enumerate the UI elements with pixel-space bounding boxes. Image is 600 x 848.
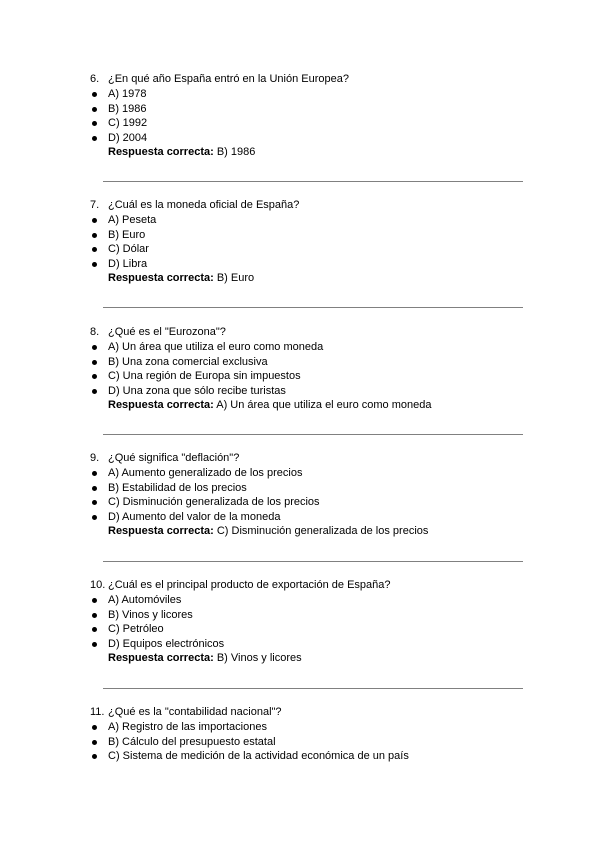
options-list <box>90 213 530 271</box>
bullet-icon <box>92 486 97 491</box>
separator-line <box>103 434 523 435</box>
option-text: A) Peseta <box>108 214 157 226</box>
option-text: D) 2004 <box>108 131 148 144</box>
bullet-icon <box>92 345 97 350</box>
answer-label: Respuesta correcta: <box>108 272 214 285</box>
option-text: B) Una zona comercial exclusiva <box>108 355 268 368</box>
bullet-icon <box>92 121 97 126</box>
option-text: A) Aumento generalizado de los precios <box>108 467 303 479</box>
question-text: ¿Cuál es el principal producto de exportación de España? <box>108 579 391 591</box>
question-title <box>90 578 530 593</box>
option-item <box>90 355 530 370</box>
bullet-icon <box>92 740 97 745</box>
option-item <box>90 637 530 652</box>
option-text: B) Euro <box>108 228 146 241</box>
bullet-icon <box>92 136 97 141</box>
question-title <box>90 72 530 87</box>
option-text: C) 1992 <box>108 117 148 130</box>
option-item <box>90 213 530 228</box>
question-text: ¿Cuál es la moneda oficial de España? <box>108 199 300 211</box>
option-item <box>90 481 530 496</box>
separator-line <box>103 561 523 562</box>
answer-value: B) Vinos y licores <box>216 652 302 665</box>
option-item <box>90 116 530 131</box>
option-item <box>90 87 530 102</box>
bullet-icon <box>92 218 97 223</box>
answer-value: B) 1986 <box>216 146 256 159</box>
answer-value: C) Disminución generalizada de los precios <box>216 525 429 538</box>
bullet-icon <box>92 642 97 647</box>
question-title <box>90 451 530 466</box>
question-6 <box>90 72 530 160</box>
bullet-icon <box>92 360 97 365</box>
options-list <box>90 593 530 651</box>
question-9 <box>90 451 530 539</box>
option-item <box>90 102 530 117</box>
bullet-icon <box>92 613 97 618</box>
bullet-icon <box>92 515 97 520</box>
option-text: B) Estabilidad de los precios <box>108 481 247 494</box>
option-text: C) Petróleo <box>108 623 164 636</box>
option-text: C) Sistema de medición de la actividad económica de un país <box>108 750 409 763</box>
option-text: D) Libra <box>108 257 148 270</box>
correct-answer <box>90 145 530 160</box>
question-number: 11. <box>90 706 105 718</box>
option-item <box>90 749 530 764</box>
correct-answer <box>90 398 530 413</box>
bullet-icon <box>92 627 97 632</box>
option-item <box>90 720 530 735</box>
option-text: D) Una zona que sólo recibe turistas <box>108 384 286 397</box>
option-item <box>90 608 530 623</box>
bullet-icon <box>92 389 97 394</box>
option-text: D) Aumento del valor de la moneda <box>108 510 281 523</box>
bullet-icon <box>92 500 97 505</box>
question-number: 7. <box>90 199 100 211</box>
answer-label: Respuesta correcta: <box>108 399 214 412</box>
option-text: A) Registro de las importaciones <box>108 721 267 733</box>
option-item <box>90 257 530 272</box>
option-item <box>90 340 530 355</box>
bullet-icon <box>92 471 97 476</box>
option-text: B) Cálculo del presupuesto estatal <box>108 735 276 748</box>
option-item <box>90 495 530 510</box>
bullet-icon <box>92 374 97 379</box>
question-8 <box>90 325 530 413</box>
question-number: 9. <box>90 452 100 464</box>
bullet-icon <box>92 725 97 730</box>
question-title <box>90 325 530 340</box>
option-item <box>90 369 530 384</box>
bullet-icon <box>92 754 97 759</box>
bullet-icon <box>92 598 97 603</box>
question-title <box>90 198 530 213</box>
bullet-icon <box>92 233 97 238</box>
answer-value: A) Un área que utiliza el euro como moneda <box>216 399 432 412</box>
options-list <box>90 87 530 145</box>
question-text: ¿Qué significa "deflación"? <box>108 452 240 464</box>
question-text: ¿Qué es el "Eurozona"? <box>108 326 226 338</box>
answer-label: Respuesta correcta: <box>108 146 214 159</box>
question-7 <box>90 198 530 286</box>
option-item <box>90 510 530 525</box>
options-list <box>90 340 530 398</box>
option-text: A) Automóviles <box>108 594 182 606</box>
options-list <box>90 720 530 764</box>
separator-line <box>103 307 523 308</box>
separator-line <box>103 181 523 182</box>
option-text: C) Disminución generalizada de los precios <box>108 496 320 509</box>
question-number: 10. <box>90 579 106 591</box>
question-11 <box>90 705 530 764</box>
question-title <box>90 705 530 720</box>
option-item <box>90 228 530 243</box>
option-item <box>90 131 530 146</box>
bullet-icon <box>92 107 97 112</box>
options-list <box>90 466 530 524</box>
option-item <box>90 735 530 750</box>
bullet-icon <box>92 262 97 267</box>
correct-answer <box>90 524 530 539</box>
option-text: C) Una región de Europa sin impuestos <box>108 370 301 383</box>
correct-answer <box>90 651 530 666</box>
option-item <box>90 622 530 637</box>
question-number: 6. <box>90 73 100 85</box>
question-text: ¿Qué es la "contabilidad nacional"? <box>108 706 282 718</box>
separator-line <box>103 688 523 689</box>
answer-label: Respuesta correcta: <box>108 652 214 665</box>
option-text: C) Dólar <box>108 243 149 256</box>
correct-answer <box>90 271 530 286</box>
answer-label: Respuesta correcta: <box>108 525 214 538</box>
option-item <box>90 242 530 257</box>
option-text: B) Vinos y licores <box>108 608 193 621</box>
option-text: A) 1978 <box>108 88 147 100</box>
question-text: ¿En qué año España entró en la Unión Europea? <box>108 73 349 85</box>
option-item <box>90 384 530 399</box>
question-10 <box>90 578 530 666</box>
option-item <box>90 466 530 481</box>
option-text: A) Un área que utiliza el euro como moneda <box>108 341 324 353</box>
option-text: D) Equipos electrónicos <box>108 637 225 650</box>
option-text: B) 1986 <box>108 102 147 115</box>
option-item <box>90 593 530 608</box>
answer-value: B) Euro <box>216 272 255 285</box>
bullet-icon <box>92 247 97 252</box>
question-number: 8. <box>90 326 100 338</box>
bullet-icon <box>92 92 97 97</box>
